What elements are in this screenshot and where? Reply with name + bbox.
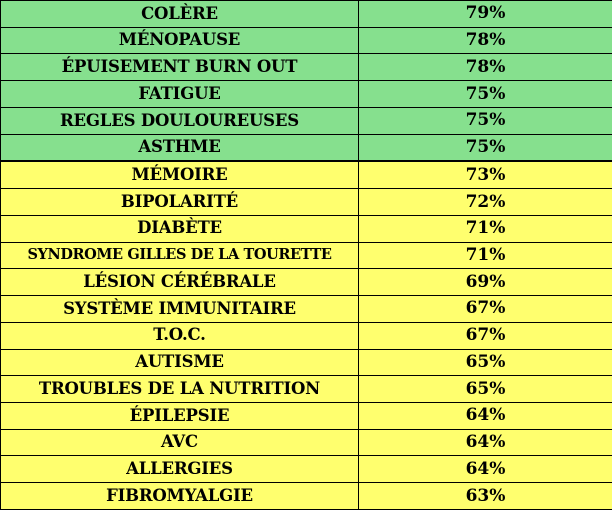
condition-name: MÉNOPAUSE: [1, 27, 359, 54]
condition-percentage: 75%: [359, 107, 612, 134]
condition-percentage: 65%: [359, 376, 612, 403]
condition-percentage: 73%: [359, 161, 612, 188]
table-row: [1, 161, 612, 188]
condition-name: ÉPUISEMENT BURN OUT: [1, 54, 359, 81]
table-row: [1, 322, 612, 349]
condition-name: AUTISME: [1, 349, 359, 376]
condition-name: ÉPILEPSIE: [1, 403, 359, 430]
condition-percentage: 75%: [359, 81, 612, 108]
condition-percentage: 78%: [359, 27, 612, 54]
table-row: [1, 27, 612, 54]
condition-percentage: 64%: [359, 456, 612, 483]
table-row: [1, 134, 612, 161]
condition-percentage: 67%: [359, 296, 612, 323]
condition-name: T.O.C.: [1, 322, 359, 349]
table-row: [1, 296, 612, 323]
condition-percentage: 64%: [359, 429, 612, 456]
table-row: [1, 242, 612, 269]
condition-name: SYNDROME GILLES DE LA TOURETTE: [1, 242, 359, 269]
condition-percentage: 75%: [359, 134, 612, 161]
condition-percentage: 72%: [359, 189, 612, 216]
condition-name: BIPOLARITÉ: [1, 189, 359, 216]
condition-name: FATIGUE: [1, 81, 359, 108]
table-row: [1, 107, 612, 134]
condition-name: REGLES DOULOUREUSES: [1, 107, 359, 134]
condition-name: FIBROMYALGIE: [1, 483, 359, 510]
table-row: [1, 456, 612, 483]
table-row: [1, 269, 612, 296]
table-row: [1, 54, 612, 81]
condition-percentage: 78%: [359, 54, 612, 81]
table-row: [1, 81, 612, 108]
condition-name: AVC: [1, 429, 359, 456]
condition-name: MÉMOIRE: [1, 161, 359, 188]
table-row: [1, 483, 612, 510]
condition-name: SYSTÈME IMMUNITAIRE: [1, 296, 359, 323]
table-row: [1, 189, 612, 216]
condition-name: DIABÈTE: [1, 215, 359, 242]
table-row: [1, 429, 612, 456]
condition-name: ALLERGIES: [1, 456, 359, 483]
table-row: [1, 215, 612, 242]
condition-percentage: 67%: [359, 322, 612, 349]
condition-name: TROUBLES DE LA NUTRITION: [1, 376, 359, 403]
condition-percentage: 64%: [359, 403, 612, 430]
condition-percentage: 79%: [359, 1, 612, 28]
condition-name: ASTHME: [1, 134, 359, 161]
table-row: [1, 1, 612, 28]
condition-percentage: 71%: [359, 242, 612, 269]
condition-percentage: 63%: [359, 483, 612, 510]
condition-percentage: 65%: [359, 349, 612, 376]
condition-percentage: 69%: [359, 269, 612, 296]
table-row: [1, 376, 612, 403]
table-row: [1, 403, 612, 430]
condition-percentage: 71%: [359, 215, 612, 242]
condition-name: COLÈRE: [1, 1, 359, 28]
table-row: [1, 349, 612, 376]
condition-name: LÉSION CÉRÉBRALE: [1, 269, 359, 296]
